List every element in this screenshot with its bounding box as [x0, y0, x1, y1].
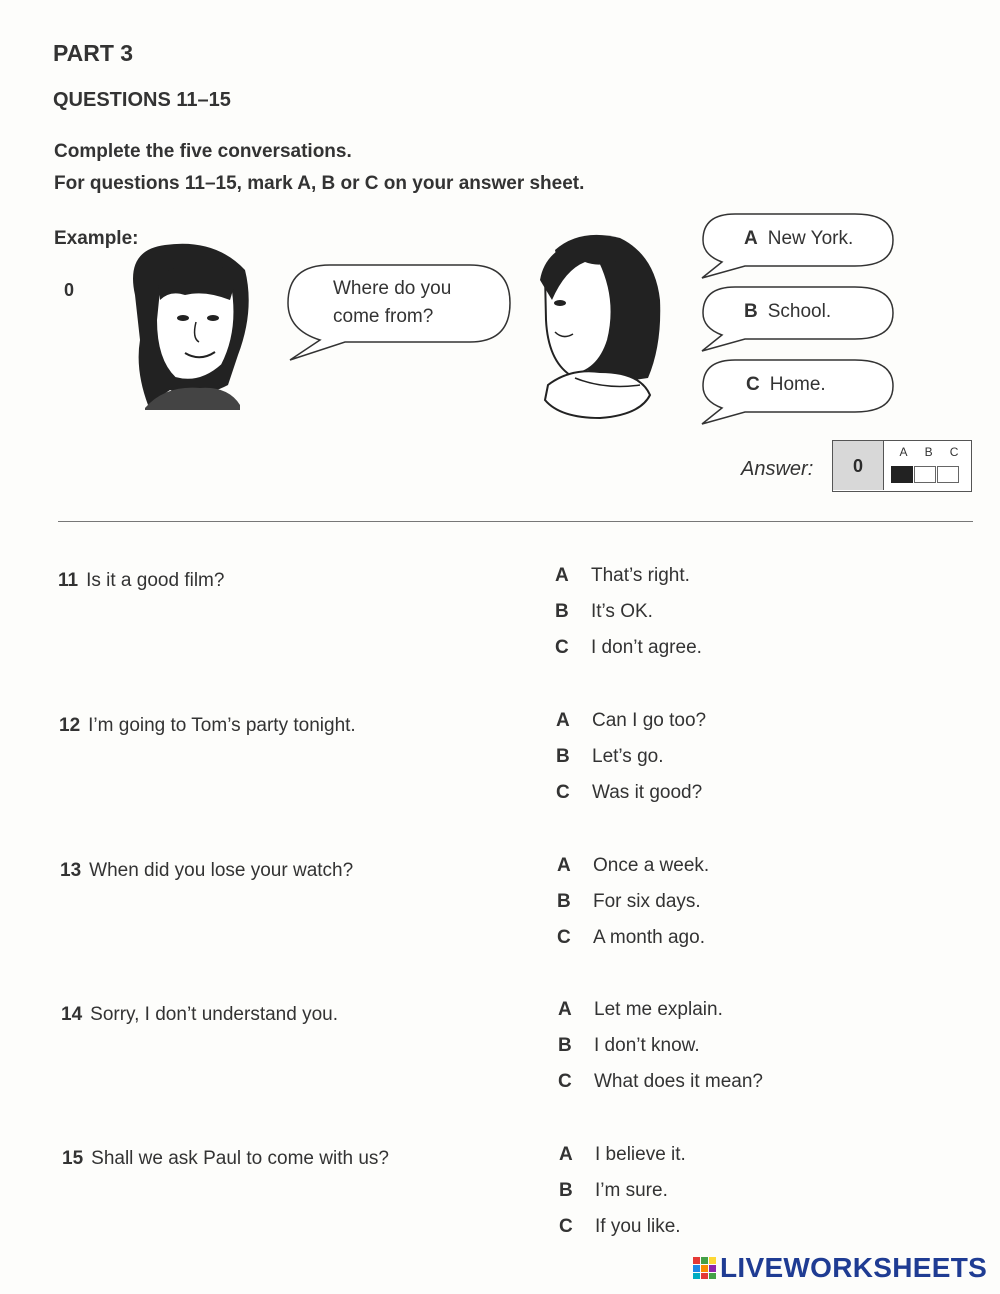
question-12-option-a[interactable]: A Can I go too? [556, 710, 707, 731]
question-12: 12 I’m going to Tom’s party tonight. [59, 715, 356, 736]
example-number: 0 [64, 280, 75, 300]
answer-letter-c: C [949, 445, 959, 459]
answer-letter-b: B [924, 445, 933, 459]
answer-number: 0 [833, 441, 884, 490]
question-13: 13 When did you lose your watch? [60, 860, 354, 881]
question-13-option-c[interactable]: C A month ago. [557, 927, 705, 948]
answer-letter-a: A [899, 445, 908, 459]
instruction-line-1: Complete the five conversations. [54, 141, 352, 162]
section-divider [58, 521, 973, 522]
question-13-option-b[interactable]: B For six days. [557, 891, 701, 912]
question-15: 15 Shall we ask Paul to come with us? [62, 1148, 389, 1169]
example-illustration [0, 0, 1000, 440]
liveworksheets-logo[interactable] [692, 1252, 987, 1284]
question-11-option-c[interactable]: C I don’t agree. [555, 637, 702, 658]
example-label: Example: [54, 228, 139, 249]
instruction-line-2: For questions 11–15, mark A, B or C on your answer sheet. [54, 173, 585, 194]
example-question-line-2: come from? [333, 306, 434, 327]
part-title: PART 3 [53, 40, 134, 66]
logo-text: LIVEWORKSHEETS [720, 1252, 988, 1283]
question-14-option-b[interactable]: B I don’t know. [558, 1035, 700, 1056]
example-option-b: B School. [744, 301, 832, 322]
girl-portrait-icon [133, 244, 249, 410]
answer-cells [891, 466, 959, 483]
answer-letters [891, 445, 967, 459]
question-14-option-a[interactable]: A Let me explain. [558, 999, 723, 1020]
liveworksheets-logo-icon [692, 1255, 718, 1281]
question-11-option-b[interactable]: B It’s OK. [555, 601, 653, 622]
answer-cell-c [937, 466, 959, 483]
woman-portrait-icon [540, 235, 660, 418]
question-14: 14 Sorry, I don’t understand you. [61, 1004, 338, 1025]
question-15-option-c[interactable]: C If you like. [559, 1216, 681, 1237]
questions-range-title: QUESTIONS 11–15 [53, 89, 231, 111]
example-option-c: C Home. [746, 374, 826, 395]
question-14-option-c[interactable]: C What does it mean? [558, 1071, 763, 1092]
answer-cell-b [914, 466, 936, 483]
question-12-option-c[interactable]: C Was it good? [556, 782, 703, 803]
example-option-a: A New York. [744, 228, 854, 249]
question-13-option-a[interactable]: A Once a week. [557, 855, 710, 876]
example-answer-box [832, 440, 972, 492]
question-11-option-a[interactable]: A That’s right. [555, 565, 690, 586]
question-15-option-b[interactable]: B I’m sure. [559, 1180, 668, 1201]
question-15-option-a[interactable]: A I believe it. [559, 1144, 686, 1165]
question-11: 11 Is it a good film? [58, 570, 225, 591]
example-question-line-1: Where do you [333, 278, 452, 299]
answer-cell-a [891, 466, 913, 483]
answer-label: Answer: [741, 458, 814, 480]
question-12-option-b[interactable]: B Let’s go. [556, 746, 664, 767]
